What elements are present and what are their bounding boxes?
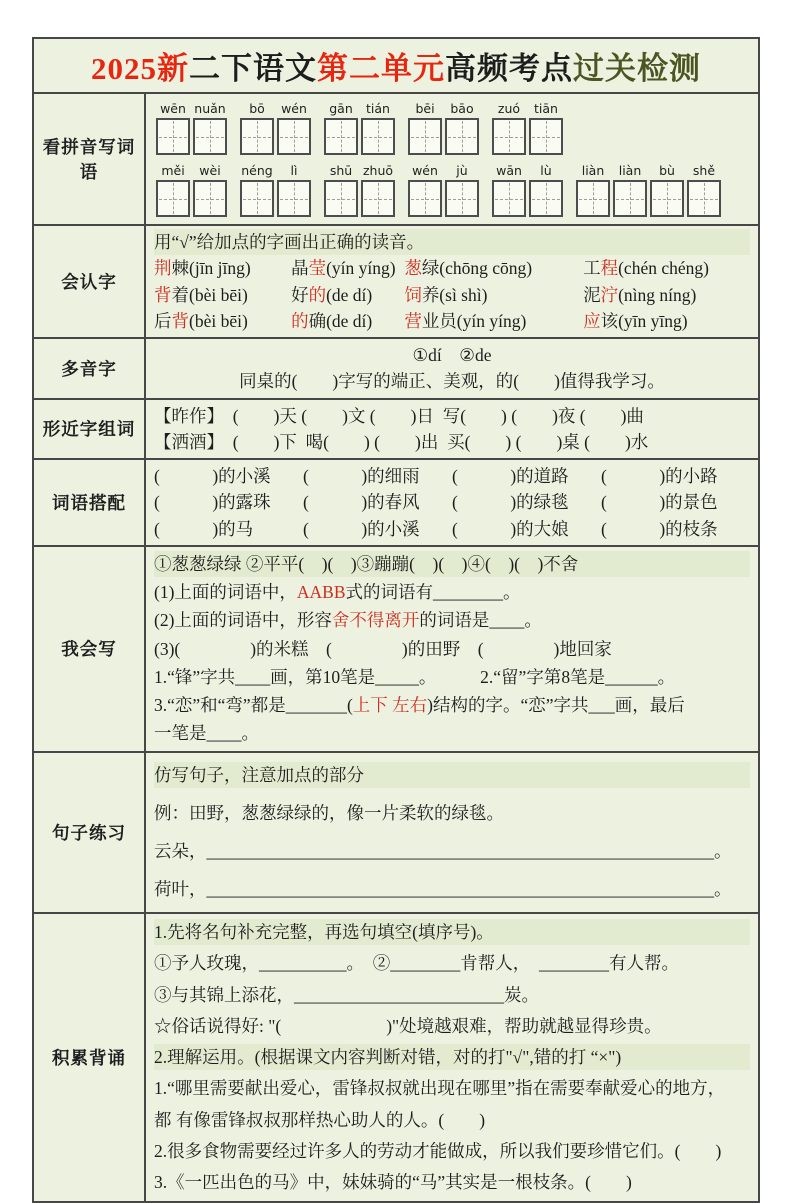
text-segment: ☆俗话说得好: "( )"处境越艰难，帮助就越显得珍贵。 [154, 1015, 662, 1036]
worksheet-line [154, 1075, 750, 1101]
section-i-can-write [34, 547, 758, 753]
text-segment: 的 [308, 284, 327, 305]
pinyin-cell [361, 100, 395, 155]
text-segment: 好 [291, 284, 309, 305]
pinyin-cell [687, 162, 721, 217]
line-column [303, 516, 452, 542]
pinyin-word-group [576, 162, 721, 217]
character-writing-box [324, 118, 358, 155]
text-segment: 背 [154, 284, 172, 305]
text-segment: ①予人玫瑰，__________。 ②________肯帮人， ________有人帮。 [154, 953, 679, 974]
text-segment: 荆 [154, 258, 172, 279]
text-segment: 第二单元 [317, 51, 445, 86]
line-column [154, 282, 291, 308]
section-content [146, 400, 758, 459]
text-segment: 工 [583, 258, 601, 279]
text-segment: 一笔是____。 [154, 723, 259, 744]
worksheet-line [154, 1169, 750, 1195]
sections-container [34, 94, 758, 1201]
character-writing-box [492, 118, 526, 155]
section-content [146, 547, 758, 751]
worksheet-line [154, 308, 750, 334]
text-segment: 莹 [308, 258, 327, 279]
line-column [154, 489, 303, 515]
pinyin-cell [529, 162, 563, 217]
text-segment: 1.先将名句补充完整，再选句填空(填序号)。 [154, 922, 494, 942]
pinyin-syllable: tiān [534, 101, 558, 116]
text-segment: 式的词语有________。 [345, 582, 521, 602]
worksheet-line [154, 368, 750, 394]
pinyin-cell [576, 162, 610, 217]
text-segment: 3.“恋”和“弯”都是_______( [154, 695, 353, 715]
pinyin-syllable: jù [456, 163, 468, 178]
pinyin-cell [324, 162, 358, 217]
text-segment: 用“√”给加点的字画出正确的读音。 [154, 232, 425, 252]
worksheet-line [154, 720, 750, 746]
pinyin-syllable: zhuō [362, 163, 394, 178]
worksheet-line [154, 876, 750, 902]
pinyin-cell [193, 100, 227, 155]
text-segment: 同桌的( )字写的端正、美观，的( )值得我学习。 [239, 371, 665, 392]
character-writing-box [492, 180, 526, 217]
pinyin-word-group [408, 162, 479, 217]
section-similar-character-words [34, 400, 758, 461]
section-label: 积累背诵 [34, 914, 146, 1201]
section-label: 会认字 [34, 226, 146, 337]
line-column [601, 516, 750, 542]
text-segment: ③与其锦上添花，________________________炭。 [154, 984, 539, 1005]
pinyin-syllable: liàn [581, 163, 605, 178]
line-column [154, 255, 291, 281]
character-writing-box [529, 118, 563, 155]
worksheet-line [154, 463, 750, 489]
pinyin-syllable: wén [281, 101, 307, 116]
text-segment: ( )的马 [154, 518, 254, 539]
pinyin-syllable: wān [496, 163, 522, 178]
section-content [146, 753, 758, 912]
pinyin-cell [492, 100, 526, 155]
text-segment: 的词语是____。 [419, 610, 542, 631]
pinyin-syllable: zuó [497, 101, 521, 116]
text-segment: (nìng níng) [618, 284, 697, 305]
character-writing-box [277, 118, 311, 155]
worksheet-line [154, 429, 750, 455]
pinyin-syllable: shě [692, 163, 716, 178]
character-writing-box [277, 180, 311, 217]
text-segment: 棘(jīn jīng) [171, 258, 251, 279]
text-segment: ( )的细雨 [303, 466, 420, 486]
line-column [154, 463, 303, 489]
text-segment: 2.理解运用。(根据课文内容判断对错，对的打"√",错的打 “×") [154, 1047, 622, 1067]
character-writing-box [445, 118, 479, 155]
worksheet-line [154, 1013, 750, 1039]
text-segment: 泥 [583, 284, 601, 305]
section-content [146, 914, 758, 1201]
instruction-line [154, 229, 750, 255]
text-segment: 应 [583, 310, 601, 331]
pinyin-cell [277, 100, 311, 155]
pinyin-syllable: néng [241, 163, 273, 178]
pinyin-syllable: bāo [450, 101, 474, 116]
text-segment: 着(bèi bēi) [171, 284, 248, 305]
text-segment: ( )的小溪 [154, 466, 271, 486]
text-segment: ①dí ②de [412, 345, 492, 365]
section-pinyin-writing [34, 94, 758, 226]
pinyin-word-group [240, 100, 311, 155]
pinyin-word-group [156, 100, 227, 155]
character-writing-box [613, 180, 647, 217]
text-segment: (3)( )的米糕 ( )的田野 ( )地回家 [154, 638, 612, 659]
pinyin-cell [408, 100, 442, 155]
worksheet-line [154, 800, 750, 826]
worksheet-line [154, 636, 750, 662]
text-segment: (1)上面的词语中， [154, 582, 297, 602]
pinyin-word-group [156, 162, 227, 217]
pinyin-cell [240, 100, 274, 155]
pinyin-cell [324, 100, 358, 155]
pinyin-syllable: lù [540, 163, 552, 178]
instruction-line [154, 762, 750, 788]
section-label: 词语搭配 [34, 460, 146, 545]
pinyin-syllable: wèi [199, 163, 221, 178]
pinyin-syllable: bēi [415, 101, 435, 116]
pinyin-syllable: tián [366, 101, 390, 116]
instruction-line [154, 1044, 750, 1070]
text-segment: 高频考点 [445, 51, 573, 86]
text-segment: 都 有像雷锋叔叔那样热心助人的人。( ) [154, 1109, 486, 1130]
text-segment: 业员(yín yíng) [421, 310, 527, 331]
character-writing-box [156, 118, 190, 155]
text-segment: (yín yíng) [326, 258, 396, 279]
text-segment: 2.很多食物需要经过许多人的劳动才能做成，所以我们要珍惜它们。( ) [154, 1140, 722, 1161]
worksheet-line [154, 489, 750, 515]
section-label: 形近字组词 [34, 400, 146, 459]
line-column [404, 308, 583, 334]
pinyin-word-group [408, 100, 479, 155]
pinyin-cell [156, 162, 190, 217]
line-column [452, 516, 601, 542]
section-word-pairing [34, 460, 758, 547]
pinyin-syllable: bù [659, 163, 675, 178]
worksheet-line [154, 1138, 750, 1164]
character-writing-box [687, 180, 721, 217]
worksheet-line [154, 664, 750, 690]
pinyin-syllable: bō [249, 101, 265, 116]
character-writing-box [240, 180, 274, 217]
character-writing-box [529, 180, 563, 217]
worksheet-line [154, 255, 750, 281]
text-segment: ( )的景色 [601, 492, 718, 513]
text-segment: 【洒酒】 ( )下 喝( ) ( )出 买( ) ( )桌 ( )水 [154, 431, 649, 452]
pinyin-cell [193, 162, 227, 217]
section-polyphonic-characters [34, 339, 758, 400]
worksheet-line [154, 342, 750, 368]
text-segment: ( )的露珠 [154, 492, 271, 513]
character-writing-box [193, 180, 227, 217]
section-label: 我会写 [34, 547, 146, 751]
worksheet-line [154, 692, 750, 718]
text-segment: 【昨作】 ( )天 ( )文 ( )日 写( ) ( )夜 ( )曲 [154, 405, 644, 426]
pinyin-syllable: nuǎn [194, 101, 226, 116]
text-segment: 仿写句子，注意加点的部分 [154, 764, 364, 785]
text-segment: 养(sì shì) [421, 284, 488, 305]
pinyin-cell [277, 162, 311, 217]
pinyin-syllable: wén [412, 163, 438, 178]
character-writing-box [408, 180, 442, 217]
text-segment: (bèi bēi) [189, 310, 248, 331]
pinyin-cell [650, 162, 684, 217]
character-writing-box [324, 180, 358, 217]
section-content [146, 226, 758, 337]
section-content [146, 460, 758, 545]
line-column [601, 489, 750, 515]
pinyin-cell [156, 100, 190, 155]
worksheet-table [32, 37, 760, 1203]
text-segment: AABB [296, 582, 346, 602]
text-segment: 的 [291, 310, 309, 331]
character-writing-box [193, 118, 227, 155]
worksheet-line [154, 282, 750, 308]
text-segment: 饲 [404, 284, 422, 305]
text-segment: 后 [154, 310, 172, 331]
line-column [452, 489, 601, 515]
pinyin-cell [492, 162, 526, 217]
pinyin-cell [445, 100, 479, 155]
text-segment: 泞 [600, 284, 619, 305]
character-writing-box [408, 118, 442, 155]
text-segment: 3.《一匹出色的马》中，妹妹骑的“马”其实是一根枝条。( ) [154, 1172, 632, 1192]
text-segment: 上下 左右 [352, 695, 428, 715]
text-segment: 该(yīn yīng) [600, 310, 688, 331]
pinyin-syllable: měi [161, 163, 185, 178]
text-segment: ①葱葱绿绿 ②平平( )( )③蹦蹦( )( )④( )( )不舍 [154, 553, 579, 574]
line-column [291, 308, 404, 334]
pinyin-row [156, 162, 750, 217]
text-segment: (chén chéng) [618, 258, 709, 279]
line-column [303, 489, 452, 515]
text-segment: 绿(chōng cōng) [421, 258, 533, 279]
character-writing-box [576, 180, 610, 217]
text-segment: ( )的春风 [303, 492, 420, 513]
worksheet-line [154, 579, 750, 605]
line-column [291, 255, 404, 281]
character-writing-box [445, 180, 479, 217]
worksheet-line [154, 838, 750, 864]
line-column [404, 255, 583, 281]
section-accumulate-recite [34, 914, 758, 1201]
pinyin-cell [613, 162, 647, 217]
text-segment: 程 [600, 258, 619, 279]
character-writing-box [361, 180, 395, 217]
pinyin-syllable: liàn [618, 163, 642, 178]
section-sentence-practice [34, 753, 758, 914]
text-segment: 背 [171, 310, 189, 331]
character-writing-box [156, 180, 190, 217]
text-segment: ( )的大娘 [452, 518, 569, 539]
pinyin-cell [445, 162, 479, 217]
line-column [154, 516, 303, 542]
text-segment: 葱 [404, 258, 422, 279]
pinyin-cell [361, 162, 395, 217]
line-column [583, 282, 750, 308]
text-segment: 营 [404, 310, 422, 331]
pinyin-cell [408, 162, 442, 217]
pinyin-word-group [240, 162, 311, 217]
text-segment: 例：田野，葱葱绿绿的，像一片柔软的绿毯。 [154, 802, 504, 823]
pinyin-row [156, 100, 750, 155]
section-label: 看拼音写词语 [34, 94, 146, 224]
pinyin-word-group [492, 162, 563, 217]
pinyin-word-group [324, 162, 395, 217]
worksheet-line [154, 607, 750, 633]
text-segment: 1.“哪里需要献出爱心，雷锋叔叔就出现在哪里”指在需要奉献爱心的地方， [154, 1078, 726, 1099]
text-segment: ( )的绿毯 [452, 492, 569, 513]
section-content [146, 339, 758, 398]
worksheet-line [154, 1107, 750, 1133]
text-segment: 过关检测 [573, 51, 701, 86]
worksheet-line [154, 516, 750, 542]
section-label: 多音字 [34, 339, 146, 398]
worksheet-line [154, 403, 750, 429]
text-segment: 荷叶，__________________________________________________________。 [154, 879, 732, 900]
line-column [291, 282, 404, 308]
text-segment: 云朵，__________________________________________________________。 [154, 841, 732, 861]
character-writing-box [650, 180, 684, 217]
pinyin-syllable: lì [290, 163, 298, 178]
pinyin-word-group [492, 100, 563, 155]
worksheet-line [154, 950, 750, 976]
section-recognize-characters [34, 226, 758, 339]
instruction-line [154, 919, 750, 945]
line-column [583, 255, 750, 281]
text-segment: ( )的枝条 [601, 518, 718, 539]
text-segment: (2)上面的词语中，形容 [154, 610, 332, 631]
text-segment: ( )的道路 [452, 466, 569, 486]
character-writing-box [361, 118, 395, 155]
line-column [452, 463, 601, 489]
pinyin-syllable: gān [329, 101, 353, 116]
text-segment: )结构的字。“恋”字共___画，最后 [427, 695, 685, 715]
worksheet-line [154, 982, 750, 1008]
page-title [34, 39, 758, 94]
text-segment: ( )的小溪 [303, 518, 420, 539]
line-column [583, 308, 750, 334]
text-segment: 1.“锋”字共____画，第10笔是_____。 2.“留”字第8笔是______。 [154, 666, 676, 687]
character-writing-box [240, 118, 274, 155]
text-segment: 舍不得离开 [331, 610, 420, 631]
line-column [154, 308, 291, 334]
section-content [146, 94, 758, 224]
text-segment: (de dí) [326, 284, 373, 305]
line-column [303, 463, 452, 489]
line-column [601, 463, 750, 489]
text-segment: ( )的小路 [601, 466, 718, 486]
pinyin-cell [240, 162, 274, 217]
section-label: 句子练习 [34, 753, 146, 912]
pinyin-cell [529, 100, 563, 155]
pinyin-word-group [324, 100, 395, 155]
text-segment: 二下语文 [189, 51, 317, 86]
instruction-line [154, 551, 750, 577]
line-column [404, 282, 583, 308]
pinyin-syllable: wēn [160, 101, 186, 116]
text-segment: 确(de dí) [308, 310, 373, 331]
text-segment: 晶 [291, 258, 309, 279]
pinyin-syllable: shū [329, 163, 353, 178]
text-segment: 2025新 [91, 51, 189, 86]
